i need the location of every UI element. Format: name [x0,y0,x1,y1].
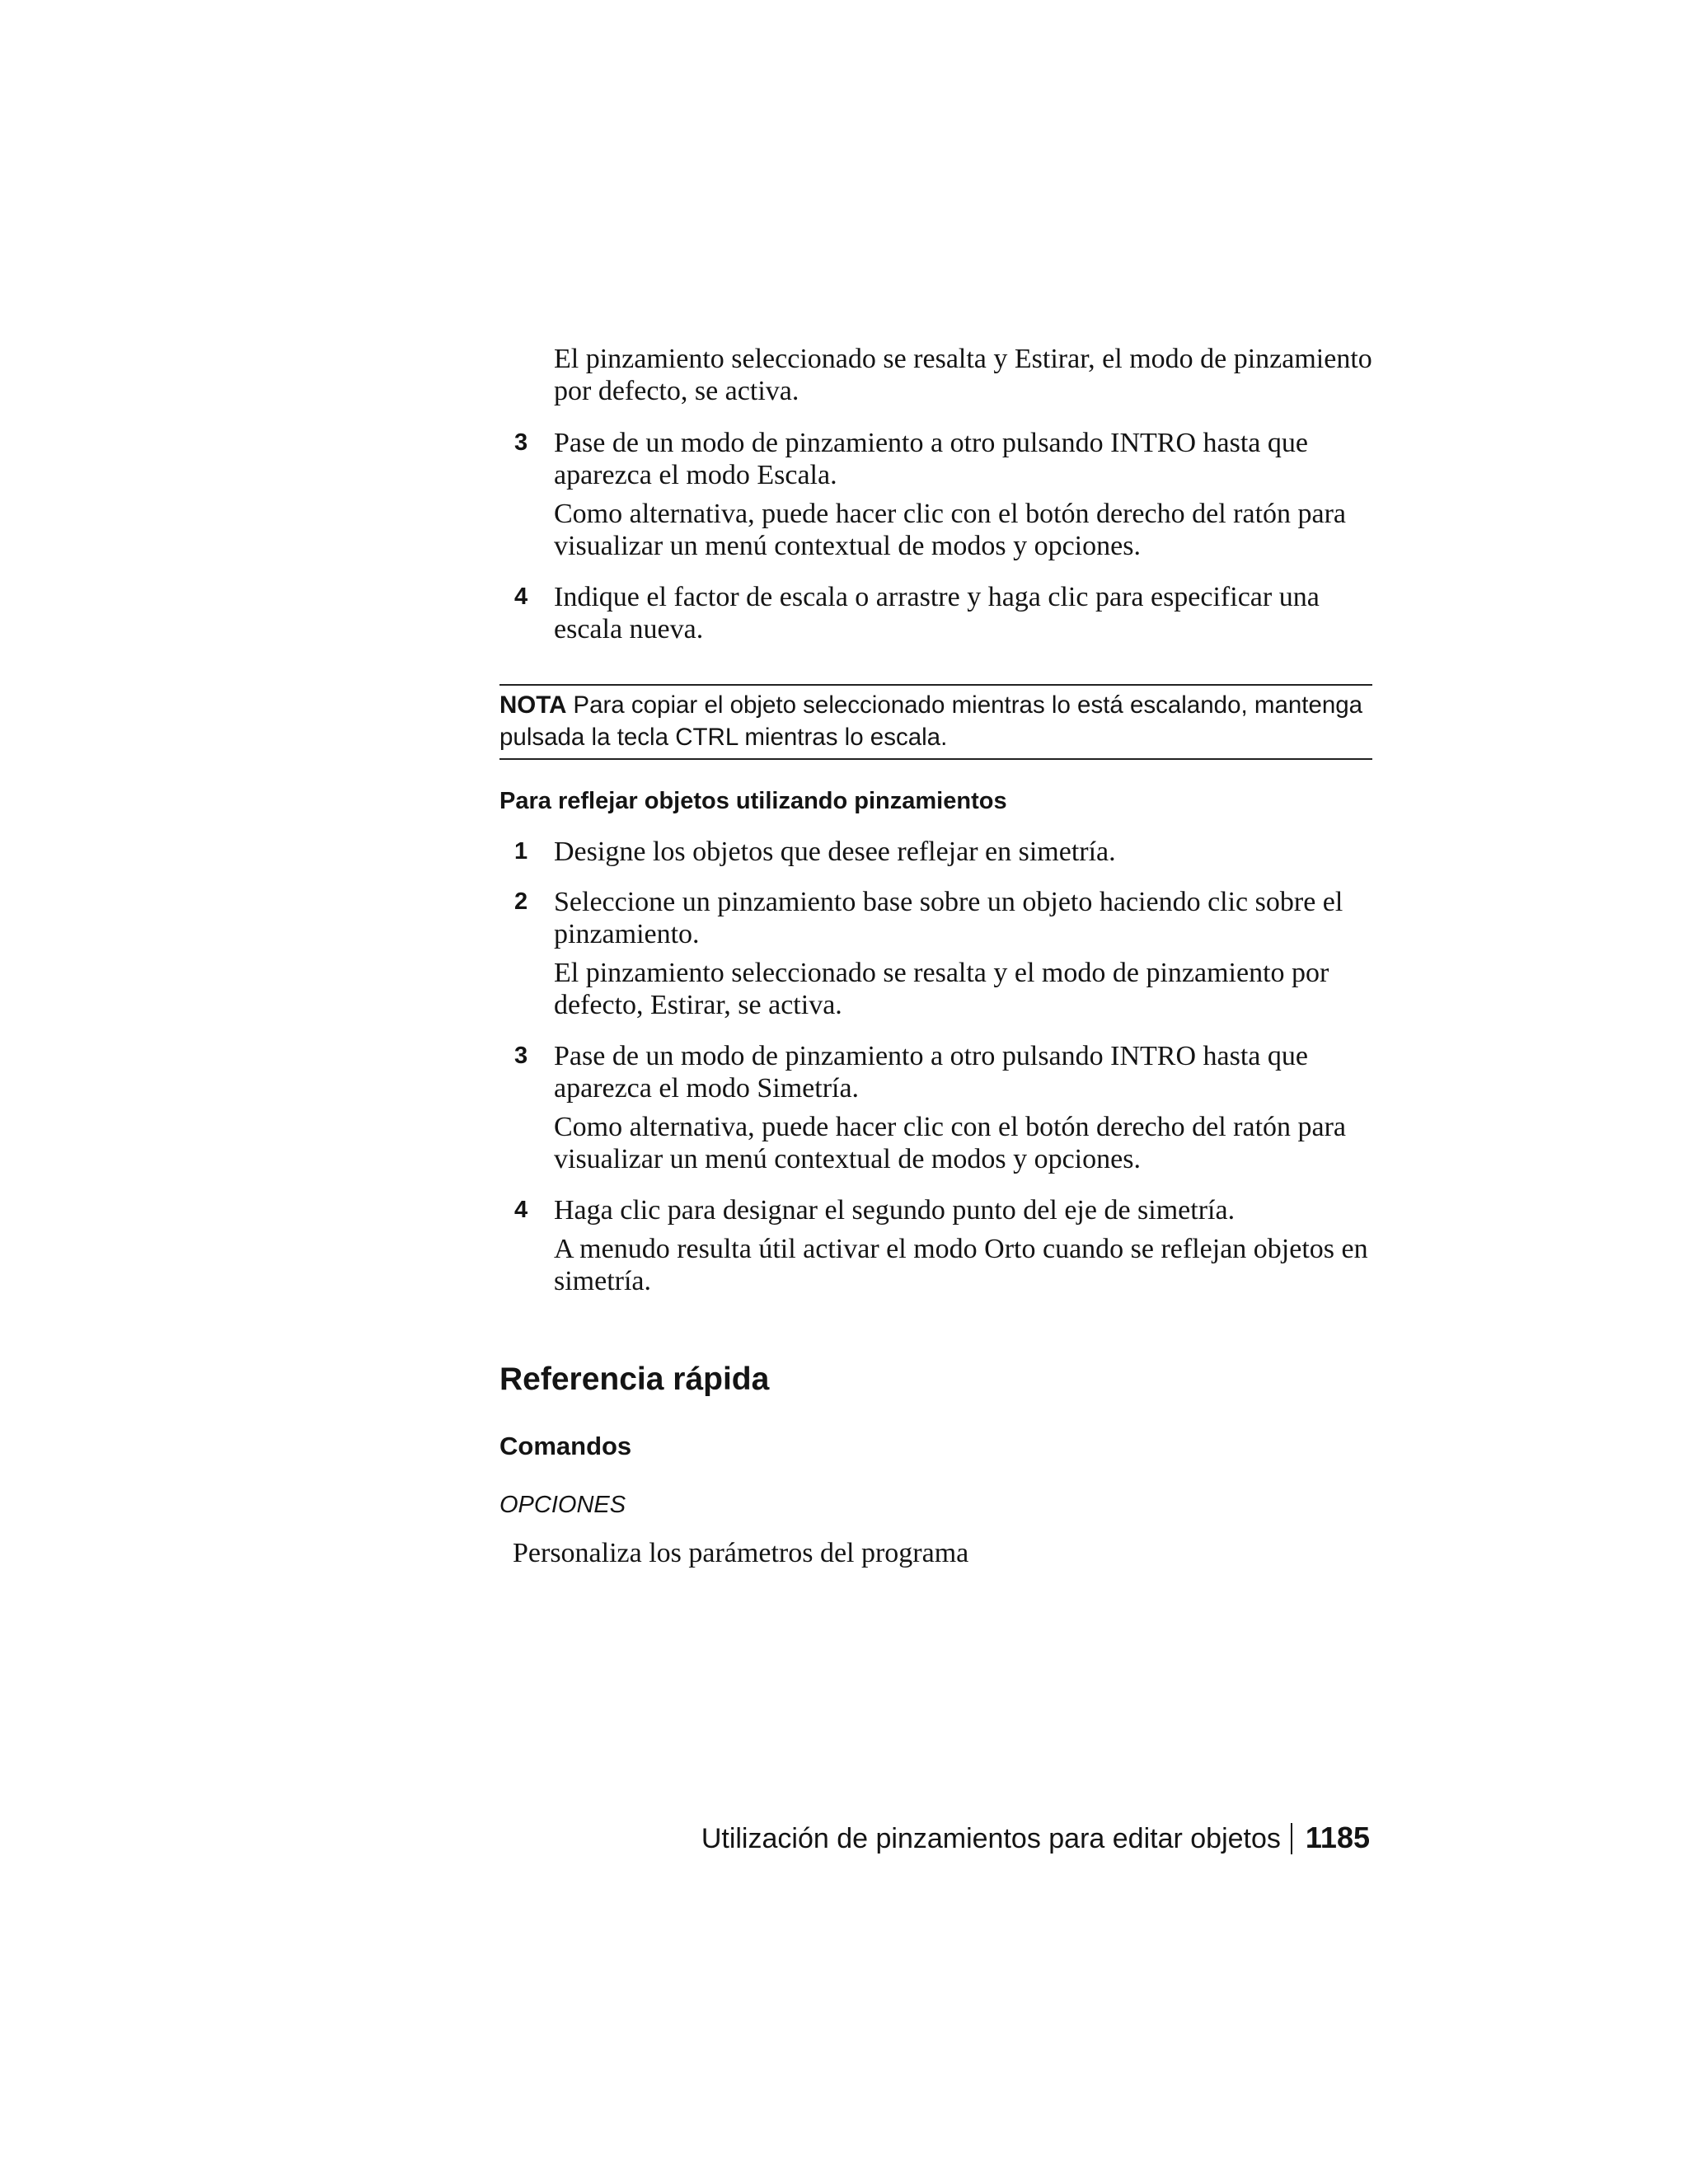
note-label: NOTA [499,691,567,719]
note-text: Para copiar el objeto seleccionado mientras lo está escalando, mantenga pulsada la tecla CTRL mientras lo escala. [499,691,1363,751]
continuation-paragraph: El pinzamiento seleccionado se resalta y Estirar, el modo de pinzamiento por defecto, se activa. [554,344,1372,406]
page-number: 1185 [1305,1821,1370,1854]
step-text: Designe los objetos que desee reflejar en simetría. [554,837,1116,867]
page-footer [701,1820,1370,1857]
chapter-title: Utilización de pinzamientos para editar objetos [701,1823,1281,1854]
step-number: 3 [514,1043,528,1069]
procedure-heading: Para reflejar objetos utilizando pinzamientos [499,788,1007,814]
step-number: 3 [514,429,528,456]
section-heading: Referencia rápida [499,1361,770,1397]
step-number: 2 [514,888,528,915]
step-detail: A menudo resulta útil activar el modo Orto cuando se reflejan objetos en simetría. [554,1234,1368,1296]
step-detail: Como alternativa, puede hacer clic con el botón derecho del ratón para visualizar un menú contextual de modos y opciones. [554,499,1347,561]
step-number: 4 [514,1197,528,1223]
step-number: 4 [514,583,528,610]
step-detail: El pinzamiento seleccionado se resalta y el modo de pinzamiento por defecto, Estirar, se activa. [554,958,1329,1020]
step-text: Haga clic para designar el segundo punto del eje de simetría. [554,1195,1236,1226]
step-text: Pase de un modo de pinzamiento a otro pulsando INTRO hasta que aparezca el modo Escala. [554,428,1308,490]
commands-subheading: Comandos [499,1432,632,1460]
step-text: Indique el factor de escala o arrastre y haga clic para especificar una escala nueva. [554,582,1320,644]
step-detail: Como alternativa, puede hacer clic con el botón derecho del ratón para visualizar un menú contextual de modos y opciones. [554,1112,1347,1174]
footer-divider [1291,1823,1292,1854]
step-text: Pase de un modo de pinzamiento a otro pulsando INTRO hasta que aparezca el modo Simetría. [554,1041,1308,1104]
command-description: Personaliza los parámetros del programa [513,1538,969,1568]
step-text: Seleccione un pinzamiento base sobre un objeto haciendo clic sobre el pinzamiento. [554,887,1343,949]
command-name: OPCIONES [499,1492,626,1518]
step-number: 1 [514,838,528,865]
note-box [499,684,1372,760]
